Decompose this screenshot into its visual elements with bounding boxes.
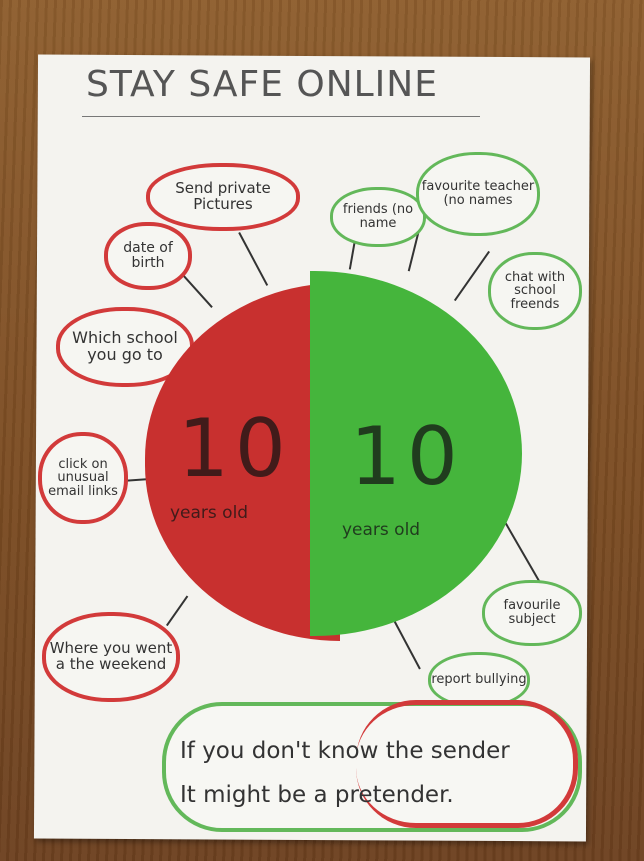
cloud-label: chat with school freends xyxy=(504,269,566,312)
cloud-label: favourite teacher (no names xyxy=(421,179,535,208)
slogan-line-1: If you don't know the sender xyxy=(180,738,510,764)
green-cloud-friends xyxy=(330,187,426,247)
green-cloud-chat xyxy=(488,252,582,330)
green-cloud-subject xyxy=(482,580,582,646)
cloud-label: Where you went a the weekend xyxy=(49,639,173,673)
cloud-label: report bullying xyxy=(431,672,527,688)
cloud-label: friends (no name xyxy=(342,202,414,231)
slogan-line-2: It might be a pretender. xyxy=(180,782,454,808)
right-age-caption: years old xyxy=(342,520,421,540)
left-age-number: 10 xyxy=(178,402,292,495)
red-cloud-send-pictures xyxy=(146,163,300,231)
title-underline xyxy=(82,116,480,117)
slogan-cloud-red-edge xyxy=(356,700,578,828)
cloud-label: favourile subject xyxy=(503,598,561,627)
red-cloud-weekend xyxy=(42,612,180,702)
green-cloud-teacher xyxy=(416,152,540,236)
red-cloud-date-of-birth xyxy=(104,222,192,290)
cloud-label: date of birth xyxy=(123,240,173,271)
cloud-label: click on unusual email links xyxy=(48,456,118,499)
right-age-number: 10 xyxy=(350,410,464,503)
poster-title: STAY SAFE ONLINE xyxy=(86,64,438,105)
left-age-caption: years old xyxy=(170,503,249,523)
red-cloud-email-links xyxy=(38,432,128,524)
cloud-label: Send private Pictures xyxy=(175,179,271,213)
cloud-label: Which school you go to xyxy=(72,328,178,364)
